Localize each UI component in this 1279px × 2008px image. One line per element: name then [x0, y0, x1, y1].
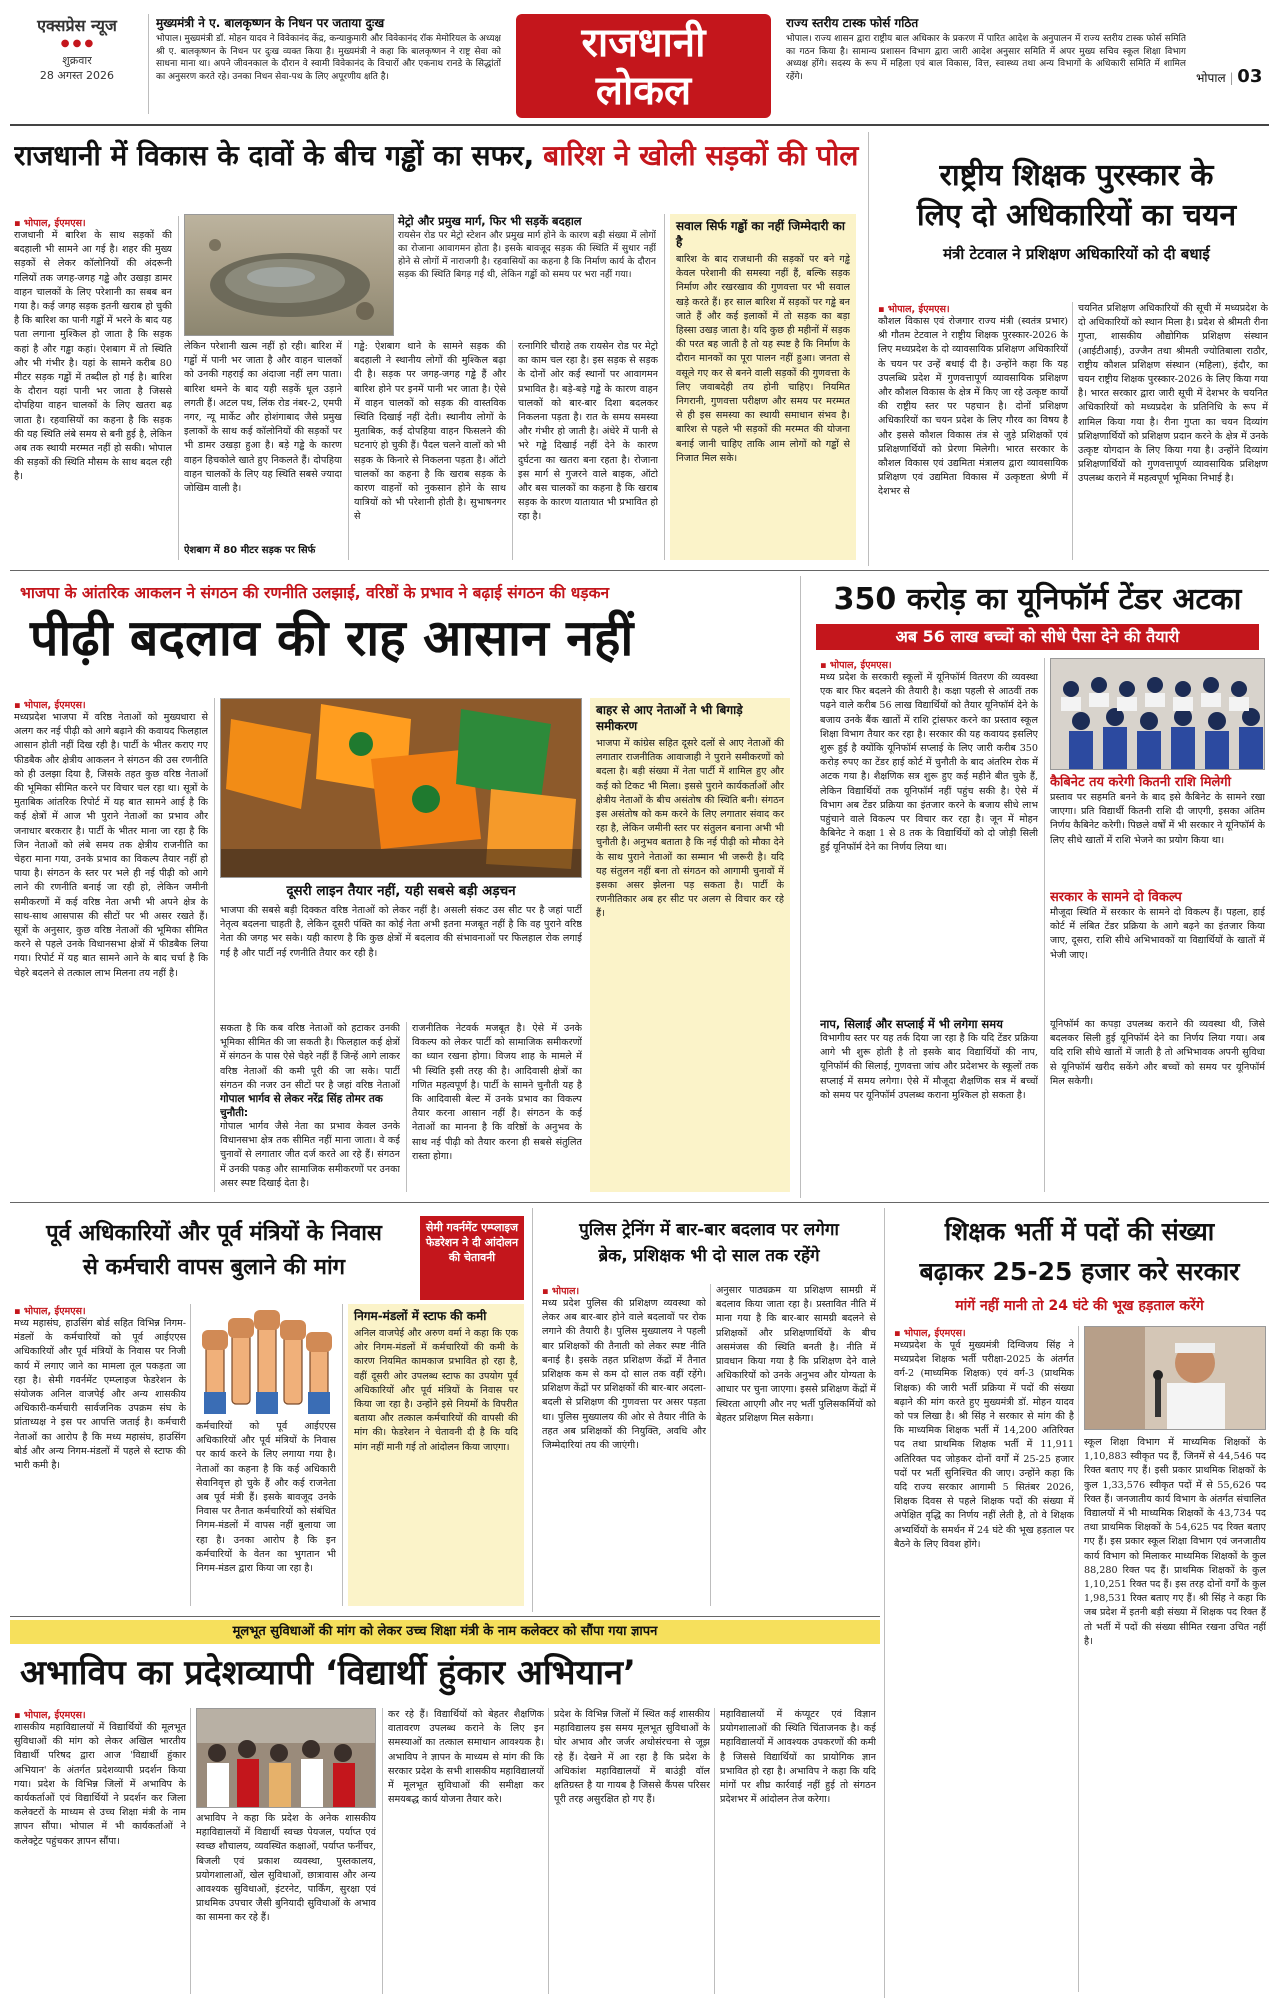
- potholes-sidebar-head: मेट्रो और प्रमुख मार्ग, फिर भी सड़कें बदहाल: [398, 214, 582, 228]
- story-bjp-generation: [10, 576, 796, 1198]
- teacher-award-dateline: ▪ भोपाल, ईएमएस।: [878, 302, 1068, 315]
- bjp-flags-photo: [220, 698, 582, 878]
- abvp-kicker-bar: [10, 1620, 880, 1644]
- students-image: [1051, 659, 1265, 770]
- potholes-col4: रत्नागिरि चौराहे तक रायसेन रोड पर मेट्रो का काम चल रहा है। इस सड़क से सड़क के दोनों ओर कई स्थानों पर आवागमन प्रभावित है। बड़े-बड़े गड्ढे के कारण वाहन चालकों को बार-बार दिशा बदलकर निकलना पड़ता है। रात के समय समस्या और गंभीर हो जाती है। अंधेरे में पानी से भरे गड्ढे दिखाई नहीं देने के कारण दुर्घटना का खतरा बना रहता है। रोजाना इस मार्ग से गुजरने वाले बाइक, ऑटो और बस चालकों का कहना है कि खराब सड़क के कारण यातायात भी प्रभावित हो रहा है।: [518, 341, 658, 523]
- brief-left-text: भोपाल। मुख्यमंत्री डॉ. मोहन यादव ने विवेकानंद केंद्र, कन्याकुमारी और विवेकानंद रॉक मेमोरियल के अध्यक्ष श्री ए. बालकृष्णन के निधन पर दुःख व्यक्त किया है। मुख्यमंत्री ने कहा कि बालकृष्णन ने राष्ट्र सेवा को साधना माना था। अपने जीवनकाल के दौरान वे स्वामी विवेकानंद के विचारों और एकनाथ रानडे के सिद्धांतों का अनुसरण करते रहे। उनका निधन सेवा-पथ के लिए अपूरणीय क्षति है।: [156, 34, 501, 82]
- uniform-subhead: अब 56 लाख बच्चों को सीधे पैसा देने की तैयारी: [816, 624, 1259, 650]
- police-col2: अनुसार पाठ्यक्रम या प्रशिक्षण सामग्री में बदलाव किया जाता रहा है। प्रस्तावित नीति में माना गया है कि बार-बार सामग्री बदलने से प्रशिक्षकों और प्रशिक्षणार्थियों के बीच असमंजस की स्थिति बनती है। नीति में प्रावधान किया गया है कि प्रशिक्षण देने वाले अधिकारियों को उनके अनुभव और योग्यता के आधार पर चुना जाएगा। इससे प्रशिक्षण केंद्रों में स्थिरता आएगी और नए भर्ती पुलिसकर्मियों को बेहतर प्रशिक्षण मिल सकेगा।: [716, 1285, 876, 1424]
- police-dateline: ▪ भोपाल।: [542, 1284, 706, 1297]
- abvp-col3: कर रहे हैं। विद्यार्थियों को बेहतर शैक्षणिक वातावरण उपलब्ध कराने के लिए इन समस्याओं का तत्काल समाधान आवश्यक है। अभाविप ने ज्ञापन के माध्यम से मांग की कि सरकार प्रदेश के सभी शासकीय महाविद्यालयों में मूलभूत सुविधाओं की समीक्षा कर समयबद्ध कार्य योजना तैयार करे।: [388, 1709, 544, 1806]
- employees-dateline: ▪ भोपाल, ईएमएस।: [14, 1304, 186, 1317]
- police-col1: ▪ भोपाल। मध्य प्रदेश पुलिस की प्रशिक्षण व्यवस्था को लेकर अब बार-बार होने वाले बदलावों पर रोक लगाने की तैयारी है। पुलिस मुख्यालय ने पहली बार प्रशिक्षकों की तैनाती को लेकर स्पष्ट नीति बनाई है। इसके तहत प्रशिक्षण केंद्रों में तैनात प्रशिक्षक कम से कम दो साल तक वहीं रहेंगे। प्रशिक्षण केंद्रों पर प्रशिक्षकों की बार-बार अदला-बदली से प्रशिक्षण की गुणवत्ता पर असर पड़ता था। पुलिस मुख्यालय की ओर से तैयार नीति के तहत अब प्रशिक्षकों की नियुक्ति, अवधि और जिम्मेदारियां तय की जाएंगी।: [542, 1284, 706, 1606]
- uniform-col2: कैबिनेट तय करेगी कितनी राशि मिलेगी प्रस्ताव पर सहमति बनने के बाद इसे कैबिनेट के सामने रखा जाएगा। प्रति विद्यार्थी कितनी राशि दी जाएगी, इसका अंतिम निर्णय कैबिनेट करेगी। पिछले वर्षों में भी सरकार ने यूनिफॉर्म के लिए सीधे खातों में राशि भेजने का प्रयोग किया था। सरकार के सामने दो विकल्प मौजूदा स्थिति में सरकार के सामने दो विकल्प हैं। पहला, हाई कोर्ट में लंबित टेंडर प्रक्रिया के आगे बढ़ने का इंतजार किया जाए, दूसरा, राशि सीधे अभिभावकों या विद्यार्थियों के खातों में भेजी जाए। यूनिफॉर्म का कपड़ा उपलब्ध कराने की व्यवस्था थी, जिसे बदलकर सिली हुई यूनिफॉर्म देने का निर्णय लिया गया। अब यदि राशि सीधे खातों में जाती है तो अभिभावक अपनी सुविधा से यूनिफॉर्म खरीद सकेंगे और बच्चों को समय पर यूनिफॉर्म मिल सकेगी।: [1050, 775, 1265, 1087]
- abvp-col2: अभाविप ने कहा कि प्रदेश के अनेक शासकीय महाविद्यालयों में विद्यार्थी स्वच्छ पेयजल, पर्याप्त एवं स्वच्छ शौचालय, व्यवस्थित कक्षाओं, पर्याप्त फर्नीचर, बिजली एवं प्रकाश व्यवस्था, पुस्तकालय, प्रयोगशालाओं, खेल सुविधाओं, छात्रावास और अन्य आवश्यक सुविधाओं, इंटरनेट, पार्किंग, सुरक्षा एवं प्राथमिक उपचार जैसी बुनियादी सुविधाओं के अभाव का सामना कर रहे हैं।: [196, 1813, 376, 1924]
- section-logo: [516, 14, 771, 118]
- masthead: [0, 0, 1279, 128]
- abvp-protest-photo: [196, 1708, 376, 1808]
- protest-illustration: [196, 1304, 336, 1414]
- employees-col2: कर्मचारियों को पूर्व आईएएस अधिकारियों और पूर्व मंत्रियों के निवास पर कार्य करने के लिए लगाया गया है। नेताओं का कहना है कि कई अधिकारी सेवानिवृत्त हो चुके हैं और कई राजनेता अब पूर्व मंत्री हैं। इसके बावजूद उनके निवास पर तैनात कर्मचारियों को संबंधित निगम-मंडलों में वापस नहीं बुलाया जा रहा है। उनका आरोप है कि इन कर्मचारियों के वेतन का भुगतान भी निगम-मंडल द्वारा किया जा रहा है।: [196, 1421, 336, 1575]
- potholes-col2-caption: ऐशबाग में 80 मीटर सड़क पर सिर्फ: [184, 545, 316, 556]
- teacher-award-subhead: मंत्री टेटवाल ने प्रशिक्षण अधिकारियों को दी बधाई: [943, 245, 1210, 263]
- page-city: भोपाल: [1196, 71, 1226, 85]
- recruit-subhead: मांगें नहीं मानी तो 24 घंटे की भूख हड़ताल करेंगे: [955, 1298, 1204, 1314]
- employees-col1: ▪ भोपाल, ईएमएस। मध्य महासंघ, हाउसिंग बोर्ड सहित विभिन्न निगम-मंडलों के कर्मचारियों को पूर्व आईएएस अधिकारियों और पूर्व मंत्रियों के निवास पर निजी कार्य में लगाए जाने का मामला तूल पकड़ता जा रहा है। सेमी गवर्नमेंट एम्प्लाइज फेडरेशन के संयोजक अनिल वाजपेई और अन्य शासकीय अधिकारी-कर्मचारी सार्वजनिक उपक्रम संघ के प्रांताध्यक्ष ने इस पर आपत्ति जताई है। कर्मचारी नेताओं का आरोप है कि मध्य महासंघ, हाउसिंग बोर्ड और अन्य निगम-मंडलों में पहले से स्टाफ की भारी कमी है।: [14, 1304, 186, 1606]
- raised-fists-icon: [196, 1304, 336, 1414]
- potholes-col2: लेकिन परेशानी खत्म नहीं हो रही। बारिश में गड्ढों में पानी भर जाता है और वाहन चालकों को उनकी गहराई का अंदाजा नहीं लग पाता। बारिश थमने के बाद यही सड़कें धूल उड़ाने लगती हैं। अटल पथ, लिंक रोड नंबर-2, एमपी नगर, न्यू मार्केट और होशंगाबाद जैसे प्रमुख इलाकों के साथ कई कॉलोनियों की सड़कों पर भी डामर उखड़ा हुआ है। बड़े गड्ढे के कारण वाहन हिचकोले खाते हुए निकलते हैं। दोपहिया वाहन चालकों के लिए यह स्थिति सबसे ज्यादा जोखिम वाली है। ऐशबाग में 80 मीटर सड़क पर सिर्फ: [184, 341, 342, 556]
- employees-sidebar-head: निगम-मंडलों में स्टाफ की कमी: [354, 1309, 487, 1323]
- brief-right-text: भोपाल। राज्य शासन द्वारा राष्ट्रीय बाल अधिकार के प्रकरण में पारित आदेश के अनुपालन में राज्य स्तरीय टास्क फोर्स समिति का गठन किया है। सामान्य प्रशासन विभाग द्वारा जारी आदेश अनुसार समिति में अपर मुख्य सचिव स्कूल शिक्षा विभाग अध्यक्ष होंगे। सदस्य के रूप में महिला एवं बाल विकास, वित्त, स्वास्थ्य तथा अन्य विभागों के अधिकारी समिति में शामिल रहेंगे।: [786, 34, 1186, 82]
- uniform-col2-head2: सरकार के सामने दो विकल्प: [1050, 890, 1182, 905]
- story-teacher-award: [874, 132, 1269, 566]
- potholes-opinion-head: सवाल सिर्फ गड्ढों का नहीं जिम्मेदारी का है: [676, 219, 845, 249]
- potholes-opinion-box: सवाल सिर्फ गड्ढों का नहीं जिम्मेदारी का है बारिश के बाद राजधानी की सड़कों पर बने गड्ढे केवल परेशानी की समस्या नहीं हैं, बल्कि सड़क निर्माण और रखरखाव की गुणवत्ता पर भी सवाल खड़े करते हैं। हर साल बारिश में सड़कों पर गड्ढे बन जाते हैं और कई इलाकों में तो सड़क का बड़ा हिस्सा उखड़ जाता है। यदि कुछ ही महीनों में सड़क की परत बह जाती है तो यह स्पष्ट है कि निर्माण के दौरान मानकों का पूरा पालन नहीं हुआ। जनता से वसूले गए कर से बनने वाली सड़कों की गुणवत्ता के लिए जवाबदेही तय होनी चाहिए। नियमित निगरानी, गुणवत्ता परीक्षण और समय पर मरम्मत से ही इस समस्या का स्थायी समाधान संभव है। बारिश से पहले भी सड़कों की मरम्मत की योजना बनाई जानी चाहिए ताकि आम लोगों को गड्ढों से निजात मिल सके।: [670, 214, 856, 560]
- abvp-dateline: ▪ भोपाल, ईएमएस।: [14, 1708, 186, 1721]
- page-marker: भोपाल | 03: [1196, 66, 1263, 87]
- abvp-headline: अभाविप का प्रदेशव्यापी ‘विद्यार्थी हुंकार अभियान’: [20, 1653, 636, 1693]
- issue-day: शुक्रवार: [62, 54, 92, 67]
- bjp-sidebar-head: बाहर से आए नेताओं ने भी बिगाड़े समीकरण: [596, 703, 743, 733]
- pothole-image: [185, 215, 394, 336]
- uniform-col1: ▪ भोपाल, ईएमएस। मध्य प्रदेश के सरकारी स्कूलों में यूनिफॉर्म वितरण की व्यवस्था एक बार फिर बदलने की तैयारी है। कक्षा पहली से आठवीं तक पढ़ने वाले करीब 56 लाख विद्यार्थियों को तैयार यूनिफॉर्म देने के बजाय उनके बैंक खातों में राशि ट्रांसफर करने का प्रस्ताव स्कूल शिक्षा विभाग तैयार कर रहा है। सरकार की यह कवायद इसलिए शुरू हुई है क्योंकि यूनिफॉर्म सप्लाई के लिए जारी करीब 350 करोड़ रुपए का टेंडर हाई कोर्ट में चुनौती के बाद अंतरिम रोक में अटक गया है। शैक्षणिक सत्र शुरू हुए कई महीने बीत चुके हैं, लेकिन विद्यार्थियों तक यूनिफॉर्म नहीं पहुंच सकी है। ऐसे में विभाग अब टेंडर प्रक्रिया का इंतजार करने के बजाय सीधे लाभ पहुंचाने वाले विकल्प पर विचार कर रहा है। जून में मोहन कैबिनेट ने कक्षा 1 से 8 तक के विद्यार्थियों को दो जोड़ी सिली हुई यूनिफॉर्म देने का निर्णय लिया था। नाप, सिलाई और सप्लाई में भी लगेगा समय विभागीय स्तर पर यह तर्क दिया जा रहा है कि यदि टेंडर प्रक्रिया आगे भी शुरू होती है तो इसके बाद विद्यार्थियों की नाप, यूनिफॉर्म की सिलाई, गुणवत्ता जांच और प्रदेशभर के स्कूलों तक सप्लाई में समय लगेगा। ऐसे में मौजूदा शैक्षणिक सत्र में बच्चों को समय पर यूनिफॉर्म उपलब्ध कराना मुश्किल हो सकता है।: [820, 658, 1038, 1192]
- potholes-dateline: ▪ भोपाल, ईएमएस।: [14, 216, 172, 229]
- uniform-dateline: ▪ भोपाल, ईएमएस।: [820, 658, 1038, 671]
- abvp-col1: ▪ भोपाल, ईएमएस। शासकीय महाविद्यालयों में विद्यार्थियों की मूलभूत सुविधाओं की मांग को लेकर अखिल भारतीय विद्यार्थी परिषद द्वारा आज 'विद्यार्थी हुंकार अभियान' के अंतर्गत प्रदेशव्यापी प्रदर्शन किया गया। प्रदेश के विभिन्न जिलों में अभाविप के कार्यकर्ताओं एवं विद्यार्थियों ने प्रदर्शन कर जिला कलेक्टरों के माध्यम से उच्च शिक्षा मंत्री के नाम ज्ञापन सौंपा। भोपाल में भी कार्यकर्ताओं ने कलेक्ट्रेट पहुंचकर ज्ञापन सौंपा।: [14, 1708, 186, 1994]
- bjp-col2: सकता है कि कब वरिष्ठ नेताओं को हटाकर उनकी भूमिका सीमित की जा सकती है। फिलहाल कई क्षेत्रों में संगठन के पास ऐसे चेहरे नहीं हैं जिन्हें आगे लाकर वरिष्ठ नेताओं की कमी पूरी की जा सके। पार्टी संगठन की नजर उन सीटों पर है जहां वरिष्ठ नेताओं गोपाल भार्गव से लेकर नरेंद्र सिंह तोमर तक चुनौती: गोपाल भार्गव जैसे नेता का प्रभाव केवल उनके विधानसभा क्षेत्र तक सीमित नहीं माना जाता। वे कई चुनावों से लगातार जीत दर्ज करते आ रहे हैं। संगठन में उनकी पकड़ और सामाजिक समीकरणों पर उनका असर स्पष्ट दिखाई देता है।: [220, 1023, 400, 1189]
- story-potholes: [10, 132, 860, 566]
- uniform-headline: 350 करोड़ का यूनिफॉर्म टेंडर अटका: [833, 582, 1242, 617]
- abvp-protest-image: [197, 1709, 376, 1808]
- police-headline-2: ब्रेक, प्रशिक्षक भी दो साल तक रहेंगे: [598, 1246, 820, 1266]
- teacher-award-headline-1: राष्ट्रीय शिक्षक पुरस्कार के: [939, 158, 1214, 193]
- brand-block: [12, 14, 142, 114]
- brief-right: [786, 16, 1186, 116]
- section-title-line2: लोकल: [595, 68, 692, 114]
- recruit-headline-2: बढ़ाकर 25-25 हजार करे सरकार: [919, 1257, 1240, 1286]
- employees-sidebar: निगम-मंडलों में स्टाफ की कमी अनिल वाजपेई और अरुण वर्मा ने कहा कि एक ओर निगम-मंडलों में कर्मचारियों की कमी के कारण नियमित कामकाज प्रभावित हो रहा है, वहीं दूसरी ओर उपलब्ध स्टाफ का उपयोग पूर्व अधिकारियों और पूर्व मंत्रियों के निवास पर किया जा रहा है। उन्होंने इसे नियमों के विपरीत बताया और तत्काल कर्मचारियों की वापसी की मांग की। फेडरेशन ने चेतावनी दी है कि यदि मांग नहीं मानी गई तो आंदोलन किया जाएगा।: [348, 1304, 524, 1606]
- abvp-kicker: मूलभूत सुविधाओं की मांग को लेकर उच्च शिक्षा मंत्री के नाम कलेक्टर को सौंपा गया ज्ञापन: [232, 1624, 658, 1639]
- bjp-headline: पीढ़ी बदलाव की राह आसान नहीं: [30, 609, 634, 667]
- teacher-award-headline-2: लिए दो अधिकारियों का चयन: [916, 198, 1237, 233]
- story-uniform: [806, 576, 1269, 1198]
- students-photo: [1050, 658, 1265, 770]
- page-number: 03: [1237, 66, 1263, 87]
- brief-left-title: मुख्यमंत्री ने ए. बालकृष्णन के निधन पर जताया दुःख: [156, 16, 385, 30]
- story-teacher-recruitment: [890, 1208, 1269, 1998]
- recruit-col1: ▪ भोपाल, ईएमएस। मध्यप्रदेश के पूर्व मुख्यमंत्री दिग्विजय सिंह ने मध्यप्रदेश शिक्षक भर्ती परीक्षा-2025 के अंतर्गत वर्ग-2 (माध्यमिक शिक्षक) एवं वर्ग-3 (प्राथमिक शिक्षक) की जारी भर्ती प्रक्रिया में पदों की संख्या बढ़ाने की मांग करते हुए मुख्यमंत्री डॉ. मोहन यादव को पत्र लिखा है। श्री सिंह ने सरकार से मांग की है कि माध्यमिक शिक्षक भर्ती में 14,200 अतिरिक्त पद तथा प्राथमिक शिक्षक भर्ती में 11,911 अतिरिक्त पद जोड़कर दोनों वर्गों में 25-25 हजार पदों पर भर्ती सुनिश्चित की जाए। उन्होंने कहा कि यदि राज्य सरकार आगामी 5 सितंबर 2026, शिक्षक दिवस से पहले शिक्षक पदों की संख्या में अपेक्षित वृद्धि का निर्णय नहीं लेती है, तो वे शिक्षक अभ्यर्थियों के समर्थन में 24 घंटे की भूख हड़ताल पर बैठने के लिए विवश होंगे।: [894, 1326, 1074, 1992]
- abvp-col4: प्रदेश के विभिन्न जिलों में स्थित कई शासकीय महाविद्यालय इस समय मूलभूत सुविधाओं के घोर अभाव और जर्जर अधोसंरचना से जूझ रहे हैं। देखने में आ रहा है कि प्रदेश के अधिकांश महाविद्यालयों में बाउंड्री वॉल क्षतिग्रस्त है या गायब है जिससे कैंपस परिसर पूरी तरह असुरक्षित हो गए हैं।: [554, 1709, 710, 1806]
- potholes-col3: गड्ढे: ऐशबाग थाने के सामने सड़क की बदहाली ने स्थानीय लोगों की मुश्किल बढ़ा दी है। सड़क पर जगह-जगह गड्ढे हैं और बारिश होने पर इनमें पानी भर जाता है। ऐसे में वाहन चालकों को सड़क की वास्तविक स्थिति दिखाई नहीं देती। स्थानीय लोगों के मुताबिक, कई दोपहिया वाहन फिसलने की घटनाएं हो चुकी हैं। पैदल चलने वालों को भी सड़क के किनारे से निकलना पड़ता है। ऑटो चालकों का कहना है कि खराब सड़क के कारण वाहनों को नुकसान होने के साथ यात्रियों को भी परेशानी होती है। सुभाषनगर से: [354, 341, 506, 523]
- bjp-box: दूसरी लाइन तैयार नहीं, यही सबसे बड़ी अड़चन भाजपा की सबसे बड़ी दिक्कत वरिष्ठ नेताओं को लेकर नहीं है। असली संकट उस सीट पर है जहां पार्टी नेतृत्व बदलना चाहती है, लेकिन दूसरी पंक्ति का कोई नेता अभी इतना मजबूत नहीं है कि वह पुराने वरिष्ठ नेता की जगह भर सके। यही कारण है कि कुछ क्षेत्रों में बदलाव की संभावनाओं पर फिलहाल रोक लगाई गई है और पार्टी नई रणनीति तैयार कर रही है।: [220, 883, 582, 959]
- bjp-col2-sub: गोपाल भार्गव से लेकर नरेंद्र सिंह तोमर तक चुनौती:: [220, 1093, 383, 1119]
- teacher-award-col1: ▪ भोपाल, ईएमएस। कौशल विकास एवं रोजगार राज्य मंत्री (स्वतंत्र प्रभार) श्री गौतम टेटवाल ने राष्ट्रीय शिक्षक पुरस्कार-2026 के लिए मध्यप्रदेश के दो व्यावसायिक प्रशिक्षण अधिकारियों के चयन पर उन्हें बधाई दी है। उन्होंने कहा कि यह उपलब्धि प्रदेश में गुणवत्तापूर्ण व्यावसायिक प्रशिक्षण और कौशल विकास के क्षेत्र में किए जा रहे उत्कृष्ट कार्यों की राष्ट्रीय स्तर पर पहचान है। दोनों प्रशिक्षण अधिकारियों का चयन प्रदेश के लिए गौरव का विषय है और इससे कौशल विकास तंत्र से जुड़े प्रशिक्षकों एवं प्रशिक्षणार्थियों को प्रेरणा मिलेगी। भारत सरकार के कौशल विकास एवं उद्यमिता मंत्रालय द्वारा व्यावसायिक प्रशिक्षण एवं उद्यमिता विकास में उत्कृष्टता श्रेणी में देशभर से: [878, 302, 1068, 560]
- uniform-col1-sub: नाप, सिलाई और सप्लाई में भी लगेगा समय: [820, 1017, 1003, 1031]
- employees-headline-2: से कर्मचारी वापस बुलाने की मांग: [82, 1255, 346, 1280]
- employees-badge: सेमी गवर्नमेंट एम्प्लाइज फेडरेशन ने दी आंदोलन की चेतावनी: [420, 1216, 524, 1300]
- police-headline-1: पुलिस ट्रेनिंग में बार-बार बदलाव पर लगेगा: [579, 1220, 839, 1240]
- bjp-box-head: दूसरी लाइन तैयार नहीं, यही सबसे बड़ी अड़चन: [286, 883, 516, 899]
- potholes-col1: ▪ भोपाल, ईएमएस। राजधानी में बारिश के साथ सड़कों की बदहाली भी सामने आ गई है। शहर की मुख्य सड़कों से लेकर कॉलोनियों की अंदरूनी गलियों तक जगह-जगह गड्ढे और उखड़ा डामर वाहन चालकों के लिए परेशानी का सबब बन गया है। कई जगह सड़क इतनी खराब हो चुकी है कि बारिश का पानी गड्ढों में भरने के बाद यह पता लगाना मुश्किल हो जाता है कि सड़क कहां है और गड्ढा कहां। ऐशबाग में तो स्थिति और भी गंभीर है। यहां के सामने करीब 80 मीटर सड़क गड्ढों में तब्दील हो गई है। बारिश के दौरान यहां पानी भर जाता है जिससे दोपहिया वाहन चालकों के लिए खतरा बढ़ जाता है। रहवासियों का कहना है कि सड़क की यह स्थिति लंबे समय से बनी हुई है, लेकिन अब तक स्थायी मरम्मत नहीं हो सकी। भोपाल की सड़कों की स्थिति मौसम के साथ बदल रही है।: [14, 216, 172, 560]
- brief-right-title: राज्य स्तरीय टास्क फोर्स गठित: [786, 16, 919, 30]
- story-potholes-headline: राजधानी में विकास के दावों के बीच गड्ढों का सफर, बारिश ने खोली सड़कों की पोल: [14, 139, 859, 172]
- brand-name: एक्सप्रेस न्यूज: [37, 16, 117, 35]
- issue-date: 28 अगस्त 2026: [39, 69, 115, 82]
- bjp-kicker: भाजपा के आंतरिक आकलन ने संगठन की रणनीति उलझाई, वरिष्ठों के प्रभाव ने बढ़ाई संगठन की धड़कन: [20, 584, 610, 602]
- recruit-dateline: ▪ भोपाल, ईएमएस।: [894, 1326, 1074, 1339]
- story-abvp: [10, 1620, 880, 1998]
- recruit-headline-1: शिक्षक भर्ती में पदों की संख्या: [944, 1217, 1215, 1246]
- digvijay-photo: [1084, 1326, 1266, 1430]
- brand-dots-icon: ● ● ●: [60, 38, 94, 49]
- brief-left: [156, 16, 501, 116]
- speaker-image: [1085, 1327, 1266, 1430]
- bjp-dateline: ▪ भोपाल, ईएमएस।: [14, 698, 208, 711]
- teacher-award-col2: चयनित प्रशिक्षण अधिकारियों की सूची में मध्यप्रदेश के दो अधिकारियों को स्थान मिला है। प्रदेश से श्रीमती रीना गुप्ता, शासकीय औद्योगिक प्रशिक्षण संस्थान (आईटीआई), उज्जैन तथा श्रीमती ज्योतिबाला राठौर, राष्ट्रीय कौशल प्रशिक्षण संस्थान (महिला), इंदौर, का चयन राष्ट्रीय शिक्षक पुरस्कार-2026 के लिए किया गया है। भारत सरकार द्वारा जारी सूची में देशभर के चयनित अधिकारियों को मध्यप्रदेश के प्रतिनिधि के रूप में शामिल किया गया है। रीना गुप्ता का चयन दिव्यांग प्रशिक्षणार्थियों को प्रशिक्षण प्रदान करने के क्षेत्र में उनके उत्कृष्ट योगदान के लिए किया गया है। उन्होंने दिव्यांग प्रशिक्षणार्थियों को गुणवत्तापूर्ण व्यावसायिक प्रशिक्षण उपलब्ध कराने में महत्वपूर्ण भूमिका निभाई है।: [1078, 303, 1268, 485]
- employees-headline-1: पूर्व अधिकारियों और पूर्व मंत्रियों के निवास: [46, 1221, 382, 1246]
- uniform-col2-head: कैबिनेट तय करेगी कितनी राशि मिलेगी: [1050, 775, 1231, 790]
- story-police-training: [538, 1208, 880, 1612]
- section-title-line1: राजधानी: [581, 20, 706, 66]
- bjp-flags-image: [221, 699, 582, 878]
- bjp-sidebar: बाहर से आए नेताओं ने भी बिगाड़े समीकरण भाजपा में कांग्रेस सहित दूसरे दलों से आए नेताओं की लगातार राजनीतिक आवाजाही ने पुराने समीकरणों को बदला है। बड़ी संख्या में नेता पार्टी में शामिल हुए और कई को टिकट भी मिला। इससे पुराने कार्यकर्ताओं और क्षेत्रीय नेताओं के बीच असंतोष की स्थिति बनी। संगठन इस असंतोष को कम करने के लिए लगातार संवाद कर रहा है, लेकिन जमीनी स्तर पर संतुलन बनाना अभी भी चुनौती है। अनुभव बताता है कि नई पीढ़ी को मौका देने के साथ पुराने नेताओं का सम्मान भी जरूरी है। यदि यह संतुलन नहीं बना तो संगठन को आगामी चुनावों में इसका असर झेलना पड़ सकता है। पार्टी के रणनीतिकार अब हर सीट पर अलग से विचार कर रहे हैं।: [590, 698, 790, 1192]
- bjp-col3: राजनीतिक नेटवर्क मजबूत है। ऐसे में उनके विकल्प को लेकर पार्टी को सामाजिक समीकरणों का ध्यान रखना होगा। विजय शाह के मामले में भी स्थिति इसी तरह की है। आदिवासी क्षेत्रों का गणित महत्वपूर्ण है। पार्टी के सामने चुनौती यह है कि आदिवासी बेल्ट में उनके प्रभाव का विकल्प तैयार करना आसान नहीं है। संगठन के कई नेताओं का मानना है कि वरिष्ठों के अनुभव के साथ नई पीढ़ी को तैयार करना ही सबसे संतुलित रास्ता होगा।: [412, 1023, 582, 1162]
- abvp-col5: महाविद्यालयों में कंप्यूटर एवं विज्ञान प्रयोगशालाओं की स्थिति चिंताजनक है। कई महाविद्यालयों में आवश्यक उपकरणों की कमी है जिससे विद्यार्थियों का प्रायोगिक ज्ञान प्रभावित हो रहा है। अभाविप ने कहा कि यदि मांगों पर शीघ्र कार्रवाई नहीं हुई तो संगठन प्रदेशभर में आंदोलन तेज करेगा।: [720, 1709, 876, 1806]
- pothole-photo: [184, 214, 394, 336]
- recruit-col2: स्कूल शिक्षा विभाग में माध्यमिक शिक्षकों के 1,10,883 स्वीकृत पद हैं, जिनमें से 44,546 पद रिक्त बताए गए हैं। इसी प्रकार प्राथमिक शिक्षकों के कुल 1,33,576 स्वीकृत पदों में से 55,626 पद रिक्त हैं। जनजातीय कार्य विभाग के अंतर्गत संचालित विद्यालयों में भी माध्यमिक शिक्षकों के 43,734 पद तथा प्राथमिक शिक्षकों के 54,625 पद रिक्त बताए गए हैं। इस प्रकार स्कूल शिक्षा विभाग एवं जनजातीय कार्य विभाग को मिलाकर माध्यमिक शिक्षकों के कुल 88,280 रिक्त पद हैं। प्राथमिक शिक्षकों के कुल 1,10,251 रिक्त पद हैं। इस तरह दोनों वर्गों के कुल 1,98,531 रिक्त बताए गए हैं। श्री सिंह ने कहा कि जब प्रदेश में इतनी बड़ी संख्या में शिक्षक पद रिक्त हैं तो भर्ती में पदों की संख्या सीमित रखना उचित नहीं है।: [1084, 1437, 1266, 1647]
- potholes-sidebar-box: मेट्रो और प्रमुख मार्ग, फिर भी सड़कें बदहाल रायसेन रोड पर मेट्रो स्टेशन और प्रमुख मार्ग होने के कारण बड़ी संख्या में लोगों का रोजाना आवागमन होता है। इसके बावजूद सड़क की स्थिति में सुधार नहीं होने से लोगों में नाराजगी है। रहवासियों का कहना है कि निर्माण कार्य के दौरान सड़क की स्थिति बिगड़ गई थी, लेकिन गड्ढों को समय पर भरा नहीं गया।: [398, 214, 656, 280]
- bjp-col1: ▪ भोपाल, ईएमएस। मध्यप्रदेश भाजपा में वरिष्ठ नेताओं को मुख्यधारा से अलग कर नई पीढ़ी को आगे बढ़ाने की कवायद फिलहाल आसान होती नहीं दिख रही है। पार्टी के भीतर कराए गए फीडबैक और क्षेत्रीय आकलन ने संगठन की उस रणनीति को ही उलझा दिया है, जिसके तहत कुछ वरिष्ठ नेताओं की भूमिका सीमित करने पर विचार चल रहा था। सूत्रों के मुताबिक आंतरिक रिपोर्ट में यह बात सामने आई है कि कई क्षेत्रों में आज भी पुराने नेताओं का प्रभाव और जनाधार बरकरार है। पार्टी के भीतर माना जा रहा है कि जिन नेताओं को लंबे समय तक क्षेत्रीय राजनीति का चेहरा माना गया, उनके प्रभाव का विकल्प तैयार नहीं हो पाया है। संगठन के स्तर पर भले ही नई पीढ़ी को आगे लाने की रणनीति बनाई जा रही हो, लेकिन जमीनी समीकरणों में कई वरिष्ठ नेता अभी भी अपने क्षेत्र के साथ-साथ आसपास की सीटों पर भी असर रखते हैं। सूत्रों के अनुसार, कुछ वरिष्ठ नेताओं की भूमिका सीमित करने से पहले उनके विधानसभा क्षेत्रों में फीडबैक लिया गया। रिपोर्ट में यह बात सामने आने के बाद चर्चा है कि चेहरे बदलने से तत्काल लाभ मिलना तय नहीं है।: [14, 698, 208, 1192]
- story-employees: [10, 1208, 528, 1612]
